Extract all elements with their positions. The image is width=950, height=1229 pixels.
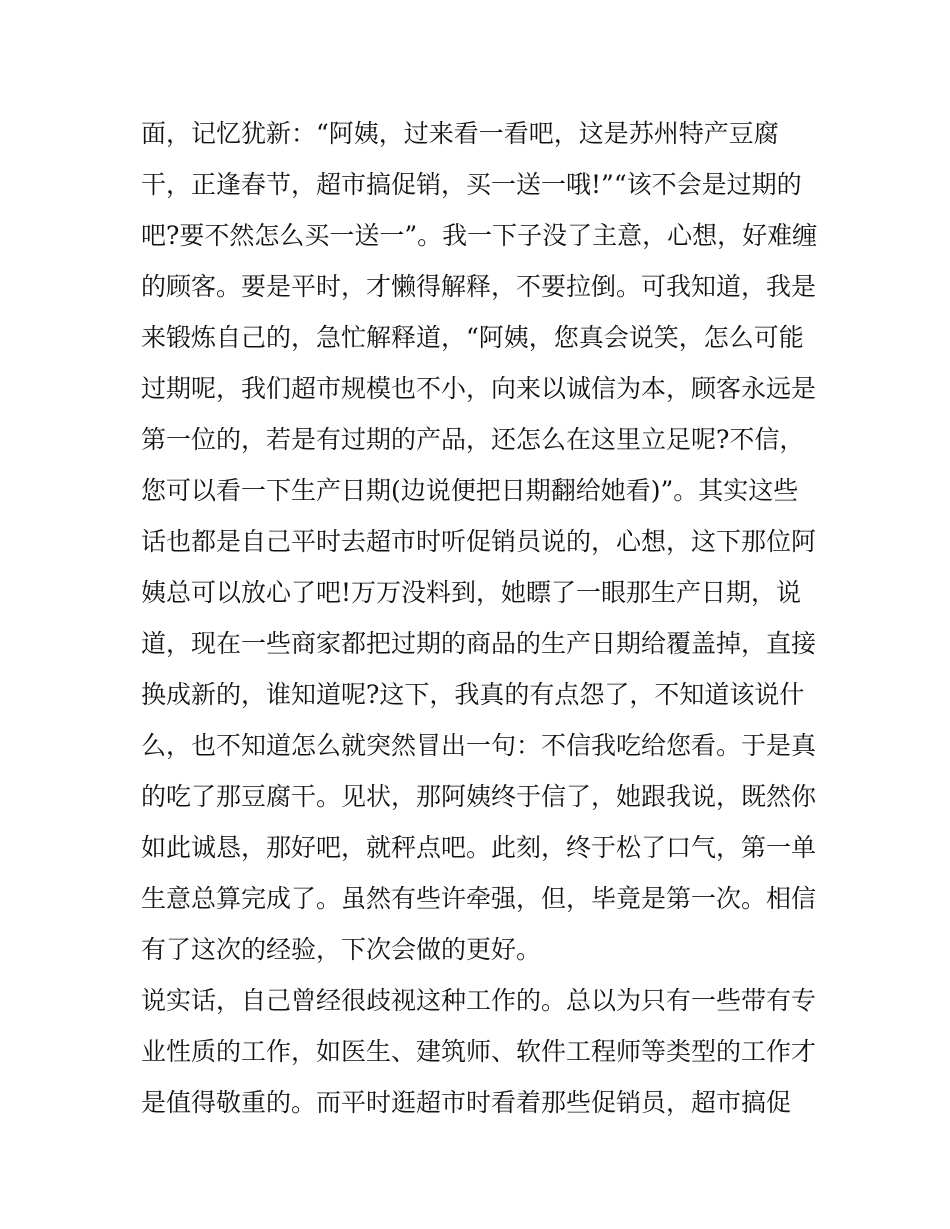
text-line: 面，记忆犹新：“阿姨，过来看一看吧，这是苏州特产豆腐 [141,119,779,148]
text-line: 的顾客。要是平时，才懒得解释，不要拉倒。可我知道，我是 [141,272,817,301]
body-text [141,108,821,1128]
text-line: 过期呢，我们超市规模也不小，向来以诚信为本，顾客永远是 [141,374,817,403]
text-line: 么，也不知道怎么就突然冒出一句：不信我吃给您看。于是真 [141,731,817,760]
text-line: 第一位的，若是有过期的产品，还怎么在这里立足呢?不信， [141,425,805,454]
text-line: 是值得敬重的。而平时逛超市时看着那些促销员，超市搞促 [141,1088,792,1117]
text-line: 有了这次的经验，下次会做的更好。 [141,935,542,964]
text-line: 道，现在一些商家都把过期的商品的生产日期给覆盖掉，直接 [141,629,817,658]
text-line: 换成新的，谁知道呢?这下，我真的有点怨了，不知道该说什 [141,680,805,709]
text-line: 您可以看一下生产日期(边说便把日期翻给她看)”。其实这些 [141,476,799,505]
text-line: 业性质的工作，如医生、建筑师、软件工程师等类型的工作才 [141,1037,817,1066]
text-line: 话也都是自己平时去超市时听促销员说的，心想，这下那位阿 [141,527,817,556]
text-line: 干，正逢春节，超市搞促销，买一送一哦!”“该不会是过期的 [141,170,802,199]
text-line: 说实话，自己曾经很歧视这种工作的。总以为只有一些带有专 [141,986,817,1015]
text-line: 如此诚恳，那好吧，就秤点吧。此刻，终于松了口气，第一单 [141,833,817,862]
text-line: 来锻炼自己的，急忙解释道，“阿姨，您真会说笑，怎么可能 [141,323,804,352]
text-line: 生意总算完成了。虽然有些许牵强，但，毕竟是第一次。相信 [141,884,817,913]
text-line: 的吃了那豆腐干。见状，那阿姨终于信了，她跟我说，既然你 [141,782,817,811]
text-line: 吧?要不然怎么买一送一”。我一下子没了主意，心想，好难缠 [141,221,818,250]
text-line: 姨总可以放心了吧!万万没料到，她瞟了一眼那生产日期，说 [141,578,802,607]
